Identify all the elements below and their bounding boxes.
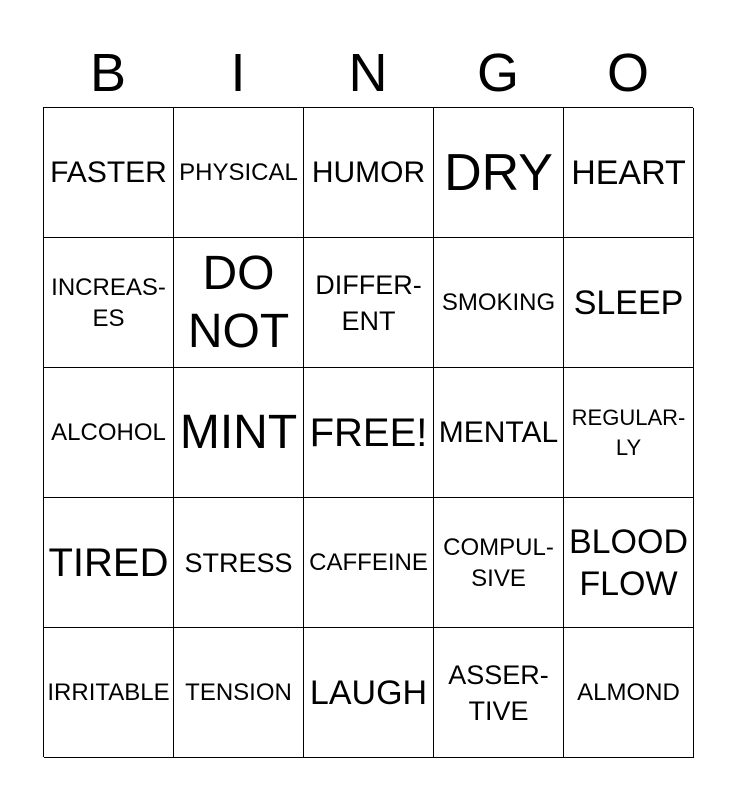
bingo-cell[interactable] xyxy=(304,498,434,628)
bingo-cell[interactable] xyxy=(434,368,564,498)
bingo-cell[interactable] xyxy=(44,108,174,238)
bingo-cell[interactable] xyxy=(174,238,304,368)
header-letter-o: O xyxy=(606,43,649,103)
bingo-cell[interactable] xyxy=(434,238,564,368)
cell-label: DRY xyxy=(444,143,553,202)
bingo-header xyxy=(43,42,693,104)
cell-label: IRRITABLE xyxy=(47,679,170,706)
cell-label: TIRED xyxy=(48,540,169,585)
cell-label: MENTAL xyxy=(438,415,559,449)
cell-label: REGULAR- LY xyxy=(571,404,686,460)
bingo-cell[interactable] xyxy=(434,628,564,758)
bingo-cell[interactable] xyxy=(304,628,434,758)
bingo-cell[interactable] xyxy=(564,368,694,498)
bingo-cell[interactable] xyxy=(44,628,174,758)
cell-label: HUMOR xyxy=(311,155,426,189)
bingo-cell[interactable] xyxy=(564,238,694,368)
cell-label: DIFFER- ENT xyxy=(315,269,422,336)
cell-label: LAUGH xyxy=(309,673,428,712)
cell-label: INCREAS- ES xyxy=(51,273,166,332)
header-letter-b: B xyxy=(89,43,127,103)
bingo-cell[interactable] xyxy=(564,628,694,758)
bingo-cell[interactable] xyxy=(174,498,304,628)
cell-label: ALMOND xyxy=(577,679,680,706)
header-letter-n: N xyxy=(348,43,388,103)
header-letter-i: I xyxy=(230,43,246,103)
cell-label: PHYSICAL xyxy=(179,159,298,186)
bingo-cell[interactable] xyxy=(304,108,434,238)
bingo-cell[interactable] xyxy=(174,108,304,238)
cell-label: BLOOD FLOW xyxy=(568,522,689,603)
cell-label: MINT xyxy=(179,405,298,459)
cell-label: ASSER- TIVE xyxy=(448,659,549,726)
cell-label: SMOKING xyxy=(441,289,556,316)
bingo-cell[interactable] xyxy=(434,498,564,628)
cell-label: DO NOT xyxy=(187,246,290,358)
bingo-cell[interactable] xyxy=(44,238,174,368)
cell-label: COMPUL- SIVE xyxy=(443,533,554,592)
cell-label: CAFFEINE xyxy=(309,549,428,576)
bingo-cell[interactable] xyxy=(44,368,174,498)
bingo-cell[interactable] xyxy=(564,498,694,628)
cell-label: FASTER xyxy=(50,155,167,189)
cell-label: SLEEP xyxy=(573,283,684,322)
cell-label: STRESS xyxy=(184,547,293,578)
cell-label: ALCOHOL xyxy=(51,419,166,446)
cell-label: HEART xyxy=(571,153,686,192)
free-space-cell[interactable] xyxy=(304,368,434,498)
bingo-cell[interactable] xyxy=(434,108,564,238)
bingo-card xyxy=(43,107,693,757)
cell-label: TENSION xyxy=(185,679,292,706)
bingo-cell[interactable] xyxy=(44,498,174,628)
bingo-cell[interactable] xyxy=(174,368,304,498)
cell-label: FREE! xyxy=(309,410,428,455)
bingo-cell[interactable] xyxy=(304,238,434,368)
bingo-cell[interactable] xyxy=(174,628,304,758)
bingo-cell[interactable] xyxy=(564,108,694,238)
header-letter-g: G xyxy=(476,43,519,103)
